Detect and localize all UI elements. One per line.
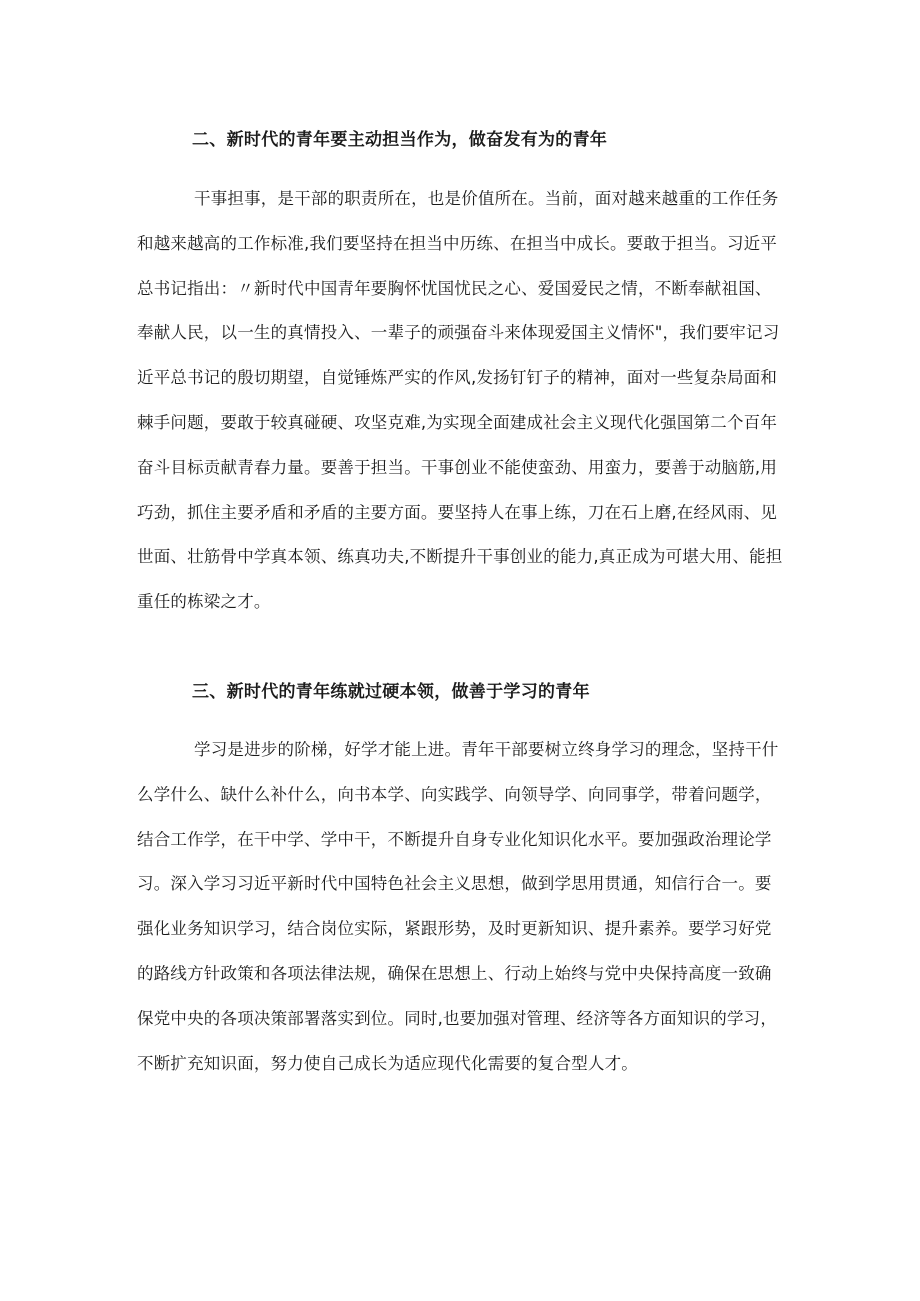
paragraph-line: 结合工作学，在干中学、学中干，不断提升自身专业化知识化水平。要加强政治理论学 bbox=[137, 829, 772, 849]
paragraph-line: 习。深入学习习近平新时代中国特色社会主义思想，做到学思用贯通，知信行合一。要 bbox=[137, 874, 772, 894]
paragraph-line: 么学什么、缺什么补什么，向书本学、向实践学、向领导学、向同事学，带着问题学， bbox=[137, 784, 772, 804]
section-3-heading: 三、新时代的青年练就过硬本领，做善于学习的青年 bbox=[192, 682, 590, 702]
paragraph-line: 重任的栋梁之才。 bbox=[137, 592, 271, 612]
paragraph-line: 巧劲，抓住主要矛盾和矛盾的主要方面。要坚持人在事上练，刀在石上磨,在经风雨、见 bbox=[137, 502, 778, 522]
section-2-heading: 二、新时代的青年要主动担当作为，做奋发有为的青年 bbox=[192, 130, 608, 150]
paragraph-line: 总书记指出：〃新时代中国青年要胸怀忧国忧民之心、爱国爱民之情，不断奉献祖国、 bbox=[137, 278, 772, 298]
paragraph-line: 和越来越高的工作标准,我们要坚持在担当中历练、在担当中成长。要敢于担当。习近平 bbox=[137, 233, 778, 253]
paragraph-line: 世面、壮筋骨中学真本领、练真功夫,不断提升干事创业的能力,真正成为可堪大用、能担 bbox=[137, 547, 783, 567]
paragraph-line: 强化业务知识学习，结合岗位实际，紧跟形势，及时更新知识、提升素养。要学习好党 bbox=[137, 919, 772, 939]
paragraph-line: 干事担事，是干部的职责所在，也是价值所在。当前，面对越来越重的工作任务 bbox=[194, 189, 779, 208]
section-3-paragraph bbox=[137, 728, 787, 1086]
paragraph-line: 的路线方针政策和各项法律法规，确保在思想上、行动上始终与党中央保持高度一致确 bbox=[137, 963, 772, 983]
paragraph-line: 保党中央的各项决策部署落实到位。同时,也要加强对管理、经济等各方面知识的学习， bbox=[137, 1008, 778, 1028]
paragraph-line: 学习是进步的阶梯，好学才能上进。青年干部要树立终身学习的理念，坚持干什 bbox=[194, 740, 779, 759]
paragraph-line: 棘手问题，要敢于较真碰硬、攻坚克难,为实现全面建成社会主义现代化强国第二个百年 bbox=[137, 412, 778, 432]
paragraph-line: 不断扩充知识面，努力使自己成长为适应现代化需要的复合型人才。 bbox=[137, 1053, 638, 1073]
section-2-paragraph bbox=[137, 177, 787, 625]
paragraph-line: 近平总书记的殷切期望，自觉锤炼严实的作风,发扬钉钉子的精神，面对一些复杂局面和 bbox=[137, 368, 778, 388]
paragraph-line: 奋斗目标贡献青春力量。要善于担当。干事创业不能使蛮劲、用蛮力，要善于动脑筋,用 bbox=[137, 457, 778, 477]
paragraph-line: 奉献人民，以一生的真情投入、一辈子的顽强奋斗来体现爱国主义情怀"，我们要牢记习 bbox=[137, 323, 780, 343]
